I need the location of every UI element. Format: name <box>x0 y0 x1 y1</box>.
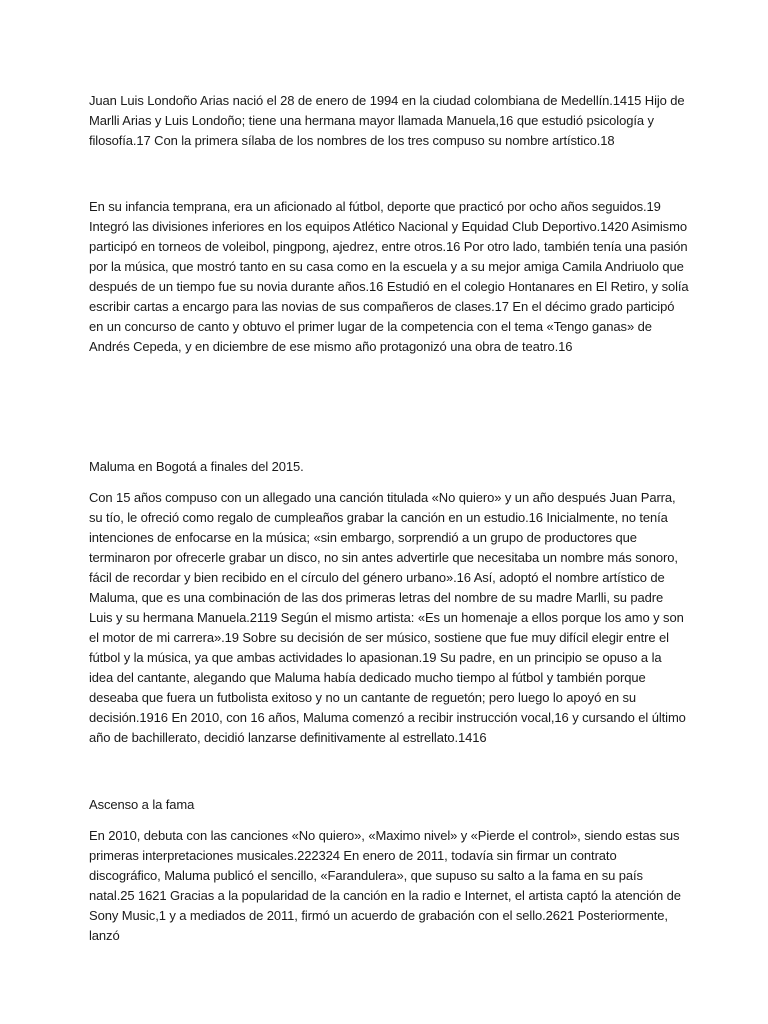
paragraph-rise-to-fame: En 2010, debuta con las canciones «No quiero», «Maximo nivel» y «Pierde el control», siendo estas sus primeras interpretaciones musicales.222324 En enero de 2011, todavía sin firmar un contrato discográfico, Maluma publicó el sencillo, «Farandulera», que supuso su salto a la fama en su país natal.25 1621 Gracias a la popularidad de la canción en la radio e Internet, el artista captó la atención de Sony Music,1 y a mediados de 2011, firmó un acuerdo de grabación con el sello.2621 Posteriormente, lanzó <box>89 828 681 943</box>
paragraph-birth: Juan Luis Londoño Arias nació el 28 de enero de 1994 en la ciudad colombiana de Medellín.1415 Hijo de Marlli Arias y Luis Londoño; tiene una hermana mayor llamada Manuela,16 que estudió psicología y filosofía.17 Con la primera sílaba de los nombres de los tres compuso su nombre artístico.18 <box>89 93 685 148</box>
section-heading: Ascenso a la fama <box>89 797 195 812</box>
paragraph-childhood: En su infancia temprana, era un aficionado al fútbol, deporte que practicó por ocho años seguidos.19 Integró las divisiones inferiores en los equipos Atlético Nacional y Equidad Club Deportivo.1420 Asimismo participó en torneos de voleibol, pingpong, ajedrez, entre otros.16 Por otro lado, también tenía una pasión por la música, que mostró tanto en su casa como en la escuela y a su mejor amiga Camila Andriuolo que después de un tiempo fue su novia durante años.16 Estudió en el colegio Hontanares en El Retiro, y solía escribir cartas a encargo para las novias de sus compañeros de clases.17 En el décimo grado participó en un concurso de canto y obtuvo el primer lugar de la competencia con el tema «Tengo ganas» de Andrés Cepeda, y en diciembre de ese mismo año protagonizó una obra de teatro.16 <box>89 199 689 354</box>
photo-caption: Maluma en Bogotá a finales del 2015. <box>89 459 304 474</box>
paragraph-career-start: Con 15 años compuso con un allegado una canción titulada «No quiero» y un año después Juan Parra, su tío, le ofreció como regalo de cumpleaños grabar la canción en un estudio.16 Inicialmente, no tenía intenciones de enfocarse en la música; «sin embargo, sorprendió a un grupo de productores que terminaron por ofrecerle grabar un disco, no sin antes advertirle que necesitaba un nombre más sonoro, fácil de recordar y bien recibido en el círculo del género urbano».16 Así, adoptó el nombre artístico de Maluma, que es una combinación de las dos primeras letras del nombre de su madre Marlli, su padre Luis y su hermana Manuela.2119 Según el mismo artista: «Es un homenaje a ellos porque los amo y son el motor de mi carrera».19 Sobre su decisión de ser músico, sostiene que fue muy difícil elegir entre el fútbol y la música, ya que ambas actividades lo apasionan.19 Su padre, en un principio se opuso a la idea del cantante, alegando que Maluma había dedicado mucho tiempo al fútbol y también porque deseaba que fuera un futbolista exitoso y no un cantante de reguetón; pero luego lo apoyó en su decisión.1916 En 2010, con 16 años, Maluma comenzó a recibir instrucción vocal,16 y cursando el último año de bachillerato, decidió lanzarse definitivamente al estrellato.1416 <box>89 490 686 745</box>
